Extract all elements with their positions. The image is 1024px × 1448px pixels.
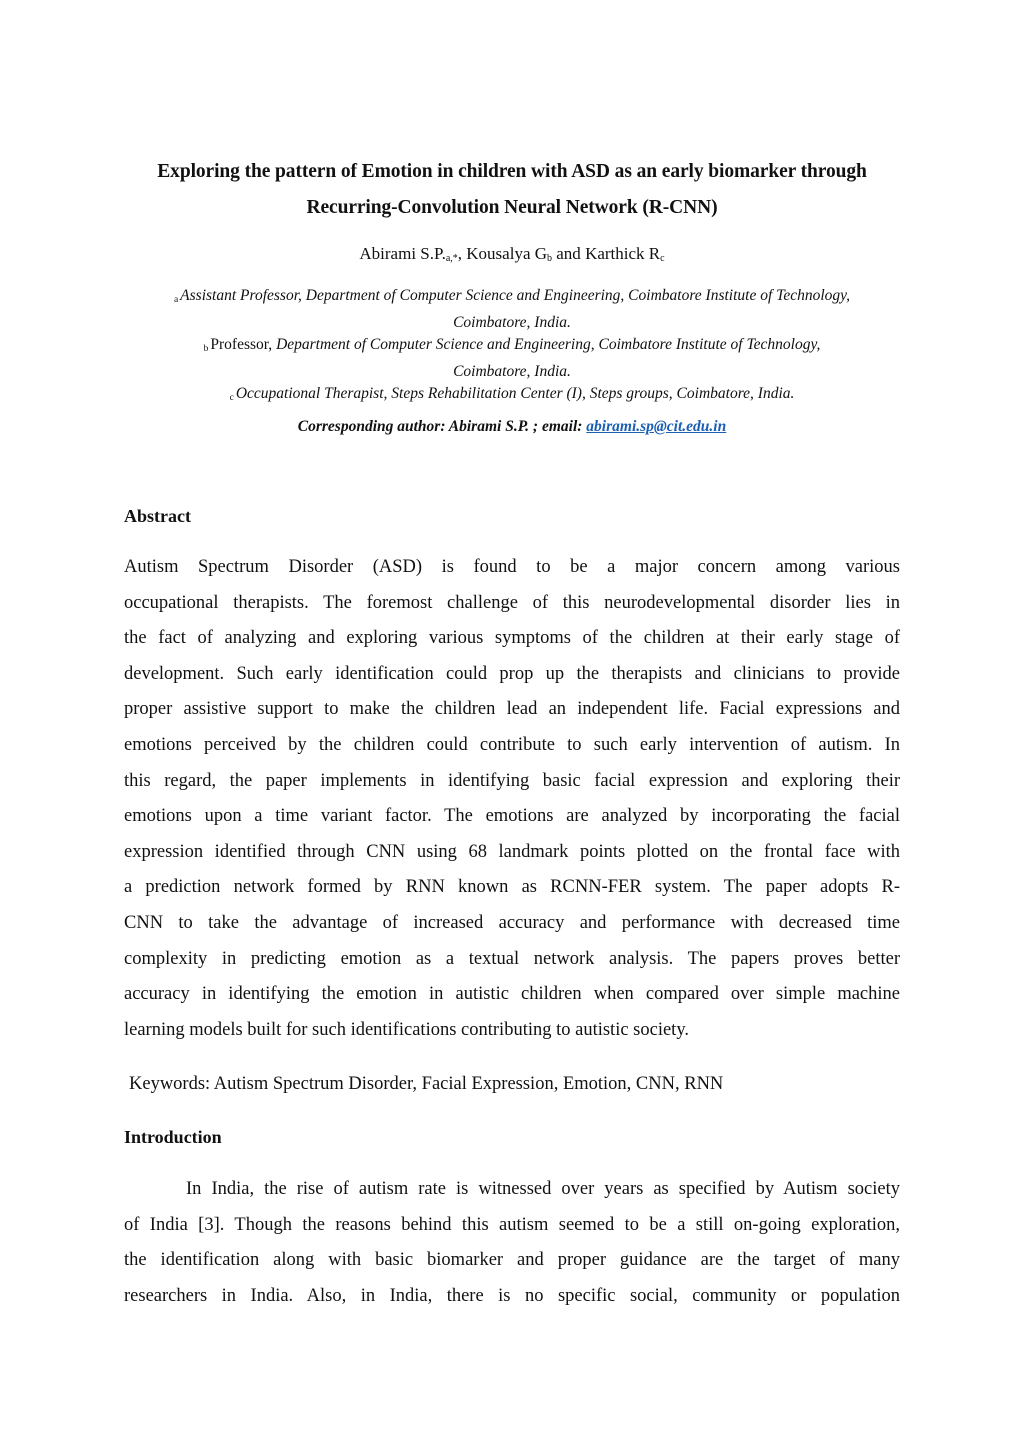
affiliation-c: [110, 383, 914, 410]
introduction-line: the identification along with basic biomarker and proper guidance are the target of many: [124, 1250, 900, 1271]
affiliation-role: Professor,: [210, 336, 277, 353]
introduction-line: In India, the rise of autism rate is witnessed over years as specified by Autism society: [186, 1179, 900, 1199]
abstract-line: complexity in predicting emotion as a textual network analysis. The papers proves better: [124, 948, 900, 969]
abstract-line: Autism Spectrum Disorder (ASD) is found to be a major concern among various: [124, 557, 900, 577]
corresponding-label: Corresponding author: Abirami S.P. ; email:: [297, 418, 587, 435]
email-link[interactable]: abirami.sp@cit.edu.in: [586, 418, 727, 435]
author-separator: and: [552, 244, 586, 263]
abstract-heading: Abstract: [124, 506, 191, 526]
title-line-2: Recurring-Convolution Neural Network (R-CNN): [306, 197, 718, 218]
affiliation-a: [110, 285, 914, 312]
abstract-line: expression identified through CNN using 68 landmark points plotted on the frontal face with: [124, 841, 900, 862]
author-separator: ,: [457, 244, 467, 263]
affiliation-b: [110, 334, 914, 361]
author-mark: b: [547, 253, 553, 264]
affiliations: [110, 285, 914, 410]
abstract-line: the fact of analyzing and exploring various symptoms of the children at their early stage of: [124, 628, 900, 649]
author-mark: c: [660, 253, 665, 264]
author-name: Abirami S.P.: [359, 244, 446, 263]
affiliation-text: Coimbatore, India.: [453, 362, 571, 380]
affiliation-text: Occupational Therapist, Steps Rehabilitation Center (I), Steps groups, Coimbatore, India.: [235, 385, 795, 402]
corresponding-author: [110, 416, 914, 438]
title-line-1: Exploring the pattern of Emotion in children with ASD as an early biomarker through: [157, 161, 867, 182]
affiliation-mark: c: [229, 393, 234, 403]
abstract-line: CNN to take the advantage of increased accuracy and performance with decreased time: [124, 912, 900, 933]
author-list: [110, 242, 914, 271]
abstract-body: [124, 550, 900, 1048]
affiliation-mark: b: [203, 344, 209, 354]
author-name: Karthick R: [585, 244, 661, 263]
abstract-line: development. Such early identification could prop up the therapists and clinicians to provide: [124, 663, 900, 684]
abstract-line: a prediction network formed by RNN known as RCNN-FER system. The paper adopts R-: [124, 877, 900, 898]
abstract-line: emotions upon a time variant factor. The emotions are analyzed by incorporating the facial: [124, 806, 900, 827]
introduction-line: researchers in India. Also, in India, there is no specific social, community or population: [124, 1285, 900, 1306]
affiliation-a-line2: [110, 312, 914, 335]
introduction-body: [124, 1172, 900, 1314]
abstract-line: accuracy in identifying the emotion in autistic children when compared over simple machine: [124, 984, 900, 1005]
paper-title: [110, 154, 914, 226]
introduction-heading: Introduction: [124, 1127, 222, 1147]
abstract-line: occupational therapists. The foremost challenge of this neurodevelopmental disorder lies in: [124, 592, 900, 613]
author-mark: a,*: [445, 253, 458, 264]
abstract-line: proper assistive support to make the children lead an independent life. Facial expressions and: [124, 699, 900, 720]
keywords: Keywords: Autism Spectrum Disorder, Facial Expression, Emotion, CNN, RNN: [129, 1074, 724, 1094]
affiliation-mark: a: [173, 295, 179, 305]
abstract-line: this regard, the paper implements in identifying basic facial expression and exploring their: [124, 770, 900, 791]
author-name: Kousalya G: [466, 244, 548, 263]
introduction-line: of India [3]. Though the reasons behind this autism seemed to be a still on-going exploration,: [124, 1214, 900, 1235]
abstract-line: emotions perceived by the children could contribute to such early intervention of autism. In: [124, 734, 900, 755]
affiliation-text: Coimbatore, India.: [453, 313, 571, 331]
abstract-line: learning models built for such identifications contributing to autistic society.: [124, 1019, 689, 1040]
affiliation-text: Assistant Professor, Department of Computer Science and Engineering, Coimbatore Institute of Technology,: [180, 287, 851, 304]
affiliation-text: Department of Computer Science and Engineering, Coimbatore Institute of Technology,: [276, 336, 821, 353]
affiliation-b-line2: [110, 361, 914, 384]
